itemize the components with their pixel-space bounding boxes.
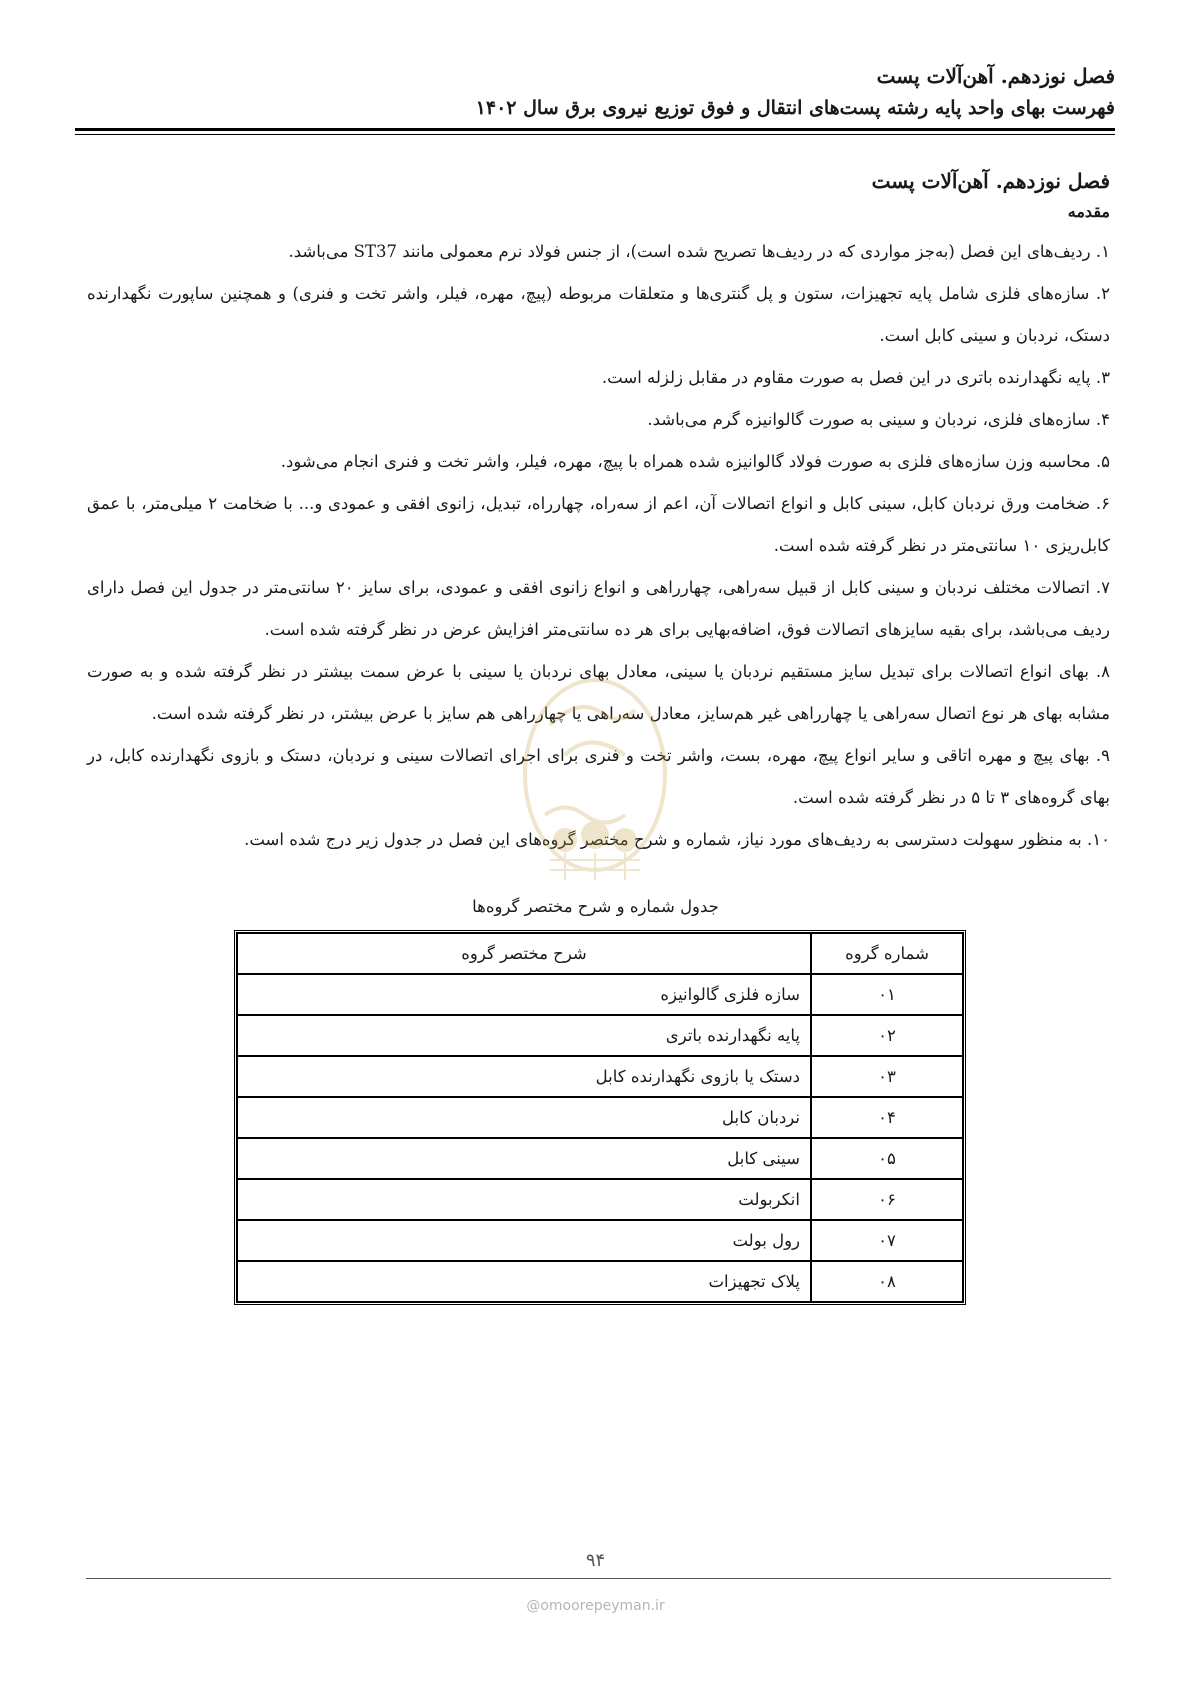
table-row	[237, 1261, 963, 1302]
group-number: ۰۳	[811, 1056, 963, 1097]
paragraph: ۸. بهای انواع اتصالات برای تبدیل سایز مستقیم نردبان یا سینی، معادل بهای نردبان یا سینی با عرض سمت بیشتر در نظر گرفته شده و به صورت مشابه بهای هر نوع اتصال سه‌راهی یا چهارراهی غیر هم‌سایز، معادل سه‌راهی یا چهارراهی هم سایز با عرض بیشتر، در نظر گرفته شده است.	[87, 662, 1110, 723]
group-number: ۰۱	[811, 974, 963, 1015]
group-number: ۰۶	[811, 1179, 963, 1220]
paragraph: ۷. اتصالات مختلف نردبان و سینی کابل از قبیل سه‌راهی، چهارراهی و انواع زانوی افقی و عمودی، برای سایز ۲۰ سانتی‌متر در جدول این فصل دارای ردیف می‌باشد، برای بقیه سایزهای اتصالات فوق، اضافه‌بهایی برای هر ده سانتی‌متر افزایش عرض در نظر گرفته شده است.	[87, 578, 1110, 639]
group-description: سازه فلزی گالوانیزه	[237, 974, 811, 1015]
paragraph: ۳. پایه نگهدارنده باتری در این فصل به صورت مقاوم در مقابل زلزله است.	[601, 368, 1110, 387]
page-header	[75, 60, 1115, 124]
paragraph: ۱۰. به منظور سهولت دسترسی به ردیف‌های مورد نیاز، شماره و شرح مختصر گروه‌های این فصل در جدول زیر درج شده است.	[244, 830, 1110, 849]
group-number: ۰۴	[811, 1097, 963, 1138]
table-row	[237, 1220, 963, 1261]
website-watermark: @omoorepeyman.ir	[526, 1598, 665, 1614]
group-description: دستک یا بازوی نگهدارنده کابل	[237, 1056, 811, 1097]
group-description: نردبان کابل	[237, 1097, 811, 1138]
header-document-title: فهرست بهای واحد پایه رشته پست‌های انتقال و فوق توزیع نیروی برق سال ۱۴۰۲	[475, 97, 1115, 119]
table-row	[237, 1015, 963, 1056]
table-row	[237, 1056, 963, 1097]
group-description: رول بولت	[237, 1220, 811, 1261]
intro-heading: مقدمه	[1067, 202, 1110, 221]
group-description: پایه نگهدارنده باتری	[237, 1015, 811, 1056]
table-row	[237, 1097, 963, 1138]
footer-divider	[86, 1578, 1111, 1579]
paragraph: ۴. سازه‌های فلزی، نردبان و سینی به صورت گالوانیزه گرم می‌باشد.	[647, 410, 1110, 429]
table-row	[237, 1179, 963, 1220]
table-row	[237, 1138, 963, 1179]
group-description: سینی کابل	[237, 1138, 811, 1179]
paragraph: ۱. ردیف‌های این فصل (به‌جز مواردی که در ردیف‌ها تصریح شده است)، از جنس فولاد نرم معمولی مانند ST37 می‌باشد.	[288, 242, 1110, 261]
header-divider-thick	[75, 128, 1115, 131]
group-number: ۰۷	[811, 1220, 963, 1261]
group-description: انکربولت	[237, 1179, 811, 1220]
group-number: ۰۸	[811, 1261, 963, 1302]
header-group-number: شماره گروه	[811, 933, 963, 974]
group-number: ۰۲	[811, 1015, 963, 1056]
paragraph: ۵. محاسبه وزن سازه‌های فلزی به صورت فولاد گالوانیزه شده همراه با پیچ، مهره، فیلر، واشر تخت و فنری انجام می‌شود.	[280, 452, 1110, 471]
header-group-description: شرح مختصر گروه	[237, 933, 811, 974]
table-header-row	[237, 933, 963, 974]
groups-table	[234, 930, 966, 1305]
paragraph: ۶. ضخامت ورق نردبان کابل، سینی کابل و انواع اتصالات آن، اعم از سه‌راه، چهارراه، تبدیل، زانوی افقی و عمودی و... با ضخامت ۲ میلی‌متر، با عمق کابل‌ریزی ۱۰ سانتی‌متر در نظر گرفته شده است.	[87, 494, 1110, 555]
paragraph: ۲. سازه‌های فلزی شامل پایه تجهیزات، ستون و پل گنتری‌ها و متعلقات مربوطه (پیچ، مهره، فیلر، واشر تخت و فنری) و همچنین ساپورت نگهدارنده دستک، نردبان و سینی کابل است.	[87, 284, 1110, 345]
header-divider-thin	[75, 134, 1115, 135]
header-chapter-title: فصل نوزدهم. آهن‌آلات پست	[876, 64, 1115, 88]
table-row	[237, 974, 963, 1015]
paragraph: ۹. بهای پیچ و مهره اتاقی و سایر انواع پیچ، مهره، بست، واشر تخت و فنری برای اجرای اتصالات سینی و نردبان، دستک و بازوی نگهدارنده کابل، در بهای گروه‌های ۳ تا ۵ در نظر گرفته شده است.	[87, 746, 1110, 807]
watermark-logo-icon	[510, 665, 680, 895]
group-number: ۰۵	[811, 1138, 963, 1179]
group-description: پلاک تجهیزات	[237, 1261, 811, 1302]
table-caption: جدول شماره و شرح مختصر گروه‌ها	[472, 897, 719, 916]
chapter-title: فصل نوزدهم. آهن‌آلات پست	[871, 169, 1110, 193]
page-number: ۹۴	[585, 1550, 606, 1571]
